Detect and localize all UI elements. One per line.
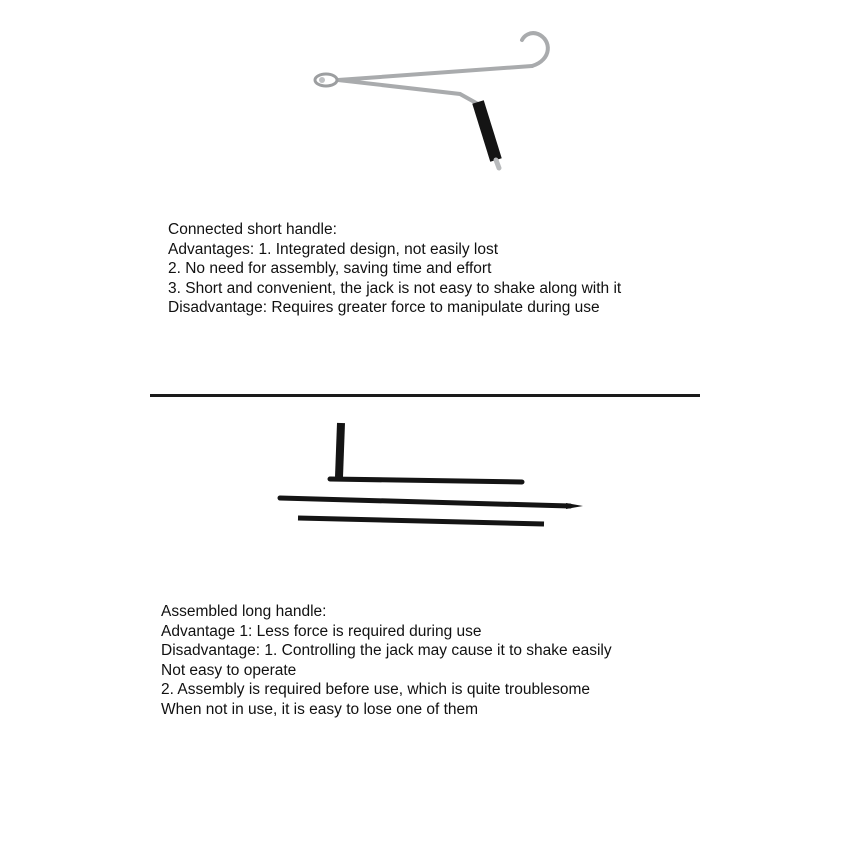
short-handle-image-icon <box>300 22 560 177</box>
short-handle-line: Advantages: 1. Integrated design, not easily lost <box>168 240 499 258</box>
section-divider <box>150 394 700 397</box>
short-handle-line: 2. No need for assembly, saving time and effort <box>168 260 492 278</box>
long-handle-description <box>161 602 612 720</box>
long-handle-image-icon <box>270 415 600 535</box>
long-handle-line: When not in use, it is easy to lose one of them <box>161 700 479 718</box>
short-handle-title: Connected short handle: <box>168 221 337 238</box>
long-handle-line: Not easy to operate <box>161 661 297 679</box>
short-handle-line: 3. Short and convenient, the jack is not easy to shake along with it <box>168 279 622 297</box>
short-handle-line: Disadvantage: Requires greater force to manipulate during use <box>168 299 600 317</box>
long-handle-line: Advantage 1: Less force is required during use <box>161 622 482 640</box>
short-handle-description <box>168 220 621 318</box>
long-handle-line: 2. Assembly is required before use, which is quite troublesome <box>161 681 591 699</box>
long-handle-title: Assembled long handle: <box>161 603 327 620</box>
long-handle-line: Disadvantage: 1. Controlling the jack may cause it to shake easily <box>161 642 612 660</box>
